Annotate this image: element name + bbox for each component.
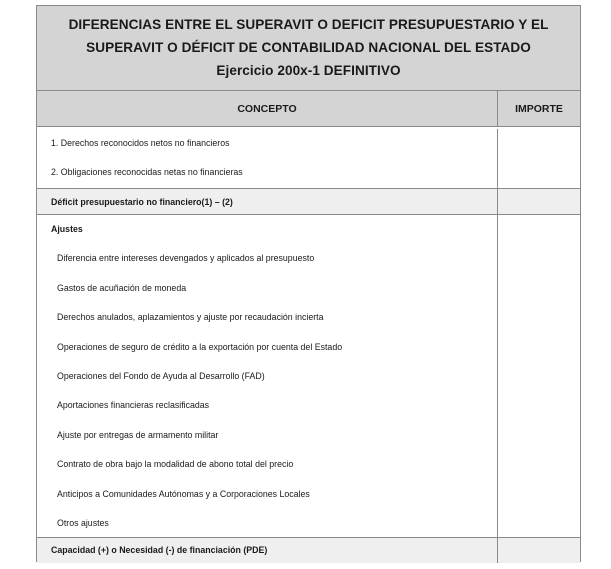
table-body <box>37 91 580 563</box>
budget-items-concepts <box>37 129 498 188</box>
table-title <box>37 6 580 91</box>
deficit-concept <box>37 189 498 214</box>
adjustments-concepts <box>37 215 498 537</box>
list-item: Anticipos a Comunidades Autónomas y a Corporaciones Locales <box>57 488 310 499</box>
deficit-label: Déficit presupuestario no financiero(1) – (2) <box>51 196 233 207</box>
budget-items-section <box>37 127 580 189</box>
title-line-1: DIFERENCIAS ENTRE EL SUPERAVIT O DEFICIT PRESUPUESTARIO Y EL <box>68 17 549 32</box>
financing-label: Capacidad (+) o Necesidad (-) de financiación (PDE) <box>51 545 268 555</box>
deficit-amount-cell <box>498 189 580 214</box>
title-line-3: Ejercicio 200x-1 DEFINITIVO <box>216 63 401 78</box>
list-item: Derechos anulados, aplazamientos y ajuste por recaudación incierta <box>57 312 324 323</box>
report-table <box>36 5 581 562</box>
adjustments-amount-cell <box>498 215 580 537</box>
financing-row <box>37 538 580 563</box>
budget-items-amount-cell <box>498 129 580 188</box>
financing-concept <box>37 538 498 563</box>
adjustments-heading: Ajustes <box>51 224 83 234</box>
list-item: Aportaciones financieras reclasificadas <box>57 400 210 411</box>
deficit-row <box>37 189 580 215</box>
list-item: 1. Derechos reconocidos netos no financieros <box>51 138 230 148</box>
adjustments-section <box>37 215 580 538</box>
list-item: Ajuste por entregas de armamento militar <box>57 429 219 440</box>
table-header-row <box>37 91 580 127</box>
list-item: Diferencia entre intereses devengados y aplicados al presupuesto <box>57 253 315 264</box>
column-header-amount: IMPORTE <box>515 102 563 115</box>
title-line-2: SUPERAVIT O DÉFICIT DE CONTABILIDAD NACIONAL DEL ESTADO <box>86 40 531 55</box>
column-header-concept: CONCEPTO <box>37 91 498 126</box>
list-item: 2. Obligaciones reconocidas netas no financieras <box>51 167 243 178</box>
financing-amount-cell <box>498 538 580 563</box>
list-item: Operaciones del Fondo de Ayuda al Desarrollo (FAD) <box>57 370 265 381</box>
list-item: Contrato de obra bajo la modalidad de abono total del precio <box>57 459 294 470</box>
list-item: Operaciones de seguro de crédito a la exportación por cuenta del Estado <box>57 341 343 352</box>
list-item: Gastos de acuñación de moneda <box>57 282 187 293</box>
list-item: Otros ajustes <box>57 517 109 528</box>
